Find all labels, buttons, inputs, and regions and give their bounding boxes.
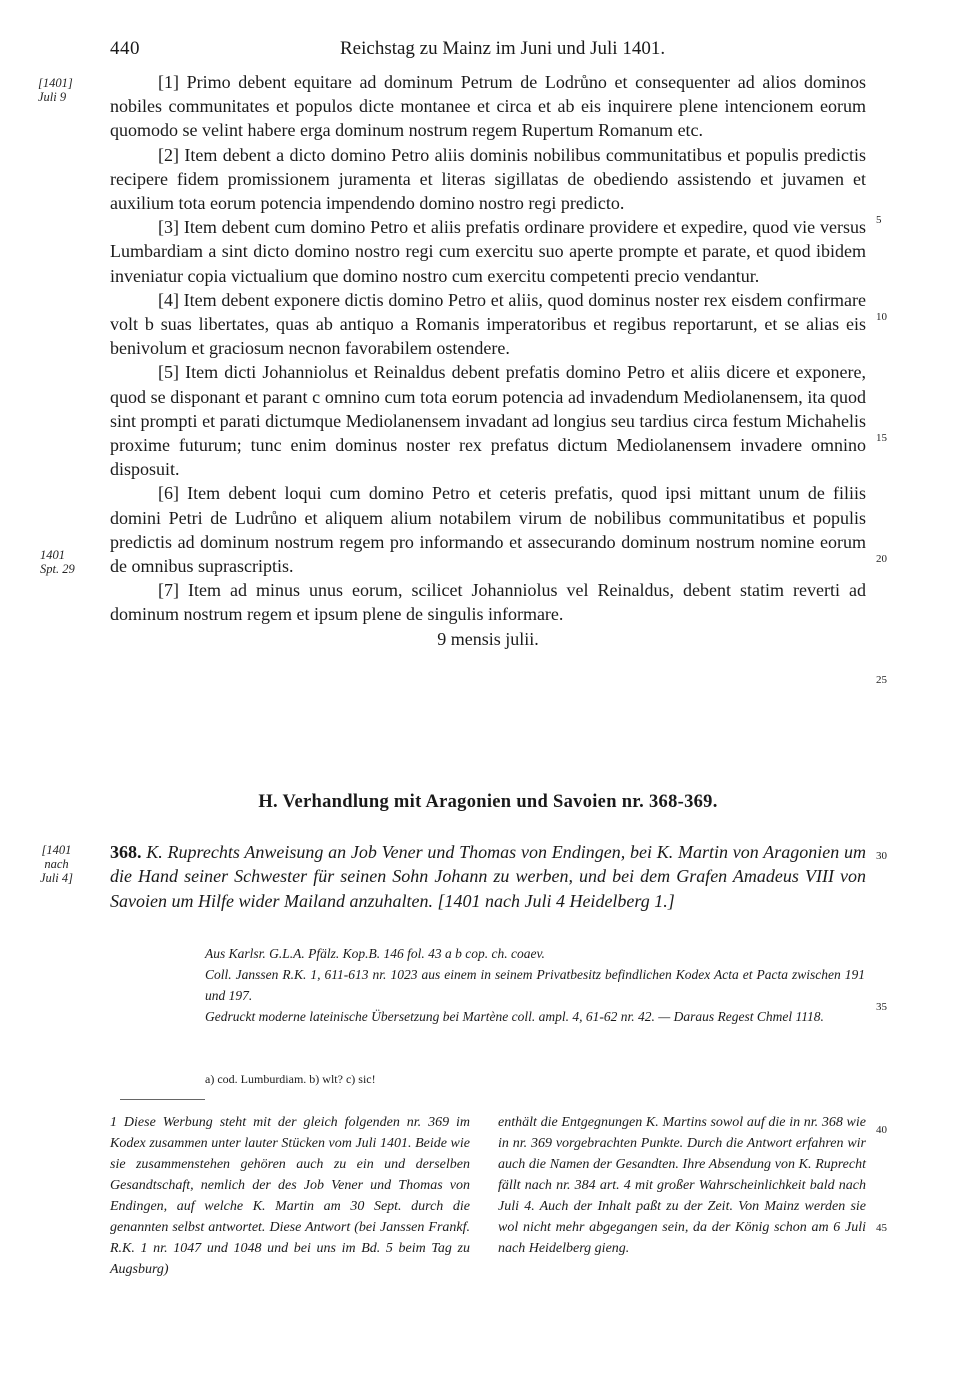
page-number: 440 [110, 38, 140, 59]
dateline: 9 mensis julii. [437, 628, 539, 649]
margin-date-note: [1401] Juli 9 [38, 76, 73, 104]
line-number: 25 [876, 674, 887, 686]
line-number: 35 [876, 1001, 887, 1013]
footnote-divider [120, 1099, 205, 1100]
source-line: Aus Karlsr. G.L.A. Pfälz. Kop.B. 146 fol. 43 a b cop. ch. coaev. [205, 946, 545, 961]
paragraph: [4] Item debent exponere dictis domino Petro et aliis, quod dominus noster rex eisdem confirmare volt b suas libertates, quas ab antiquo a Romanis imperatoribus et regibus reportarunt, et se alias eis benivolum et graciosum necnon favorabilem ostendere. [110, 289, 866, 359]
source-notes [205, 943, 865, 1027]
footnote-right-column: enthält die Entgegnungen K. Martins sowol auf die in nr. 368 wie in nr. 369 vorgebrachten Punkte. Durch die Antwort erfahren wir auch die Namen der Gesandten. Ihre Absendung von K. Ruprecht fällt nach nr. 384 art. 4 mit großer Wahrscheinlichkeit bald nach Juli 4. Auch der Inhalt paßt zu der Zeit. Von Mainz werden sie wol nicht mehr abgegangen sein, da der König schon am 6 Juli nach Heidelberg gieng. [498, 1115, 866, 1256]
margin-date-note: 1401 Spt. 29 [40, 548, 75, 576]
document-number: 368. [110, 842, 142, 862]
body-text [110, 70, 866, 651]
line-number: 30 [876, 850, 887, 862]
paragraph: [7] Item ad minus unus eorum, scilicet Johanniolus vel Reinaldus, debent statim reverti ad dominum nostrum regem et ipsum plene de singulis informare. [110, 580, 866, 625]
line-number: 40 [876, 1124, 887, 1136]
margin-date-note: [1401 nach Juli 4] [40, 843, 73, 885]
paragraph: [2] Item debent a dicto domino Petro aliis dominis nobilibus communitatibus et populis predictis recipere fidem promissionem juramenta et literas sigillatas de obediendo assistendo et juvamen et auxilium tota eorum potencia impendendo domino nostro regi predicto. [110, 144, 866, 214]
line-number: 10 [876, 311, 887, 323]
line-number: 45 [876, 1222, 887, 1234]
paragraph: [6] Item debent loqui cum domino Petro et ceteris prefatis, quod ipsi mittant unum de filiis domini Petri de Ludrůno et aliquem alium notabilem virum de nobilibus communitatibus et populis predictis ad dominum nostrum regem pro informando et assecurando dominum nostrum nomine eorum de omnibus suprascriptis. [110, 483, 866, 577]
textual-variants: a) cod. Lumburdiam. b) wlt? c) sic! [205, 1072, 376, 1086]
paragraph: [1] Primo debent equitare ad dominum Petrum de Lodrůno et consequenter ad alios dominos nobiles communitates et populos dicte montanee et circa et ab eis inquirere plene intencionem eorum quomodo se velint habere erga dominum nostrum regem Rupertum Romanum etc. [110, 72, 866, 141]
source-line: Coll. Janssen R.K. 1, 611-613 nr. 1023 aus einem in seinem Privatbesitz befindlichen Kodex Acta et Pacta zwischen 191 und 197. [205, 967, 865, 1003]
line-number: 5 [876, 214, 882, 226]
paragraph: [5] Item dicti Johanniolus et Reinaldus debent prefatis domino Petro et aliis dicere et exponere, quod se disponant et parant c omnino cum tota eorum potencia ad invadendum Mediolanensem, ita quod sint prompti et parati dictumque Mediolanensem invadant ad longius seu tardius circa festum Michahelis proxime futurum; tunc enim dominus noster rex prefatus dictum Mediolanensem invadere omnino disposuit. [110, 362, 866, 480]
document-title: K. Ruprechts Anweisung an Job Vener und Thomas von Endingen, bei K. Martin von Aragonien um die Hand seiner Schwester für seinen Sohn Johann zu werben, und bei dem Grafen Amadeus VIII von Savoien um Hilfe wider Mailand anzuhalten. [1401 nach Juli 4 Heidelberg 1.] [110, 842, 867, 911]
source-line: Gedruckt moderne lateinische Übersetzung bei Martène coll. ampl. 4, 61-62 nr. 42. — Daraus Regest Chmel 1118. [205, 1009, 824, 1024]
section-heading: H. Verhandlung mit Aragonien und Savoien nr. 368-369. [258, 792, 718, 812]
line-number: 20 [876, 553, 887, 565]
line-number: 15 [876, 432, 887, 444]
footnote-left-column: 1 Diese Werbung steht mit der gleich folgenden nr. 369 im Kodex zusammen unter lauter Stücken vom Juli 1401. Beide wie sie zusammenstehen gehören auch zu ein und derselben Gesandtschaft, nemlich der des Job Vener und Thomas von Endingen, auf welche K. Martin am 30 Sept. durch die genannten selbst antwortet. Diese Antwort (bei Janssen Frankf. R.K. 1 nr. 1047 und 1048 und bei uns im Bd. 5 beim Tag zu Augsburg) [110, 1115, 470, 1277]
paragraph: [3] Item debent cum domino Petro et aliis prefatis ordinare providere et expedire, quod vie versus Lumbardiam a sint dicto domino nostro regi cum exercitu suo aperte prompte et parate, et quod ibidem inveniatur copia victualium que domino nostro cum exercitu competenti precio vendantur. [110, 217, 866, 286]
running-title: Reichstag zu Mainz im Juni und Juli 1401. [340, 38, 666, 59]
document-heading [110, 840, 866, 913]
